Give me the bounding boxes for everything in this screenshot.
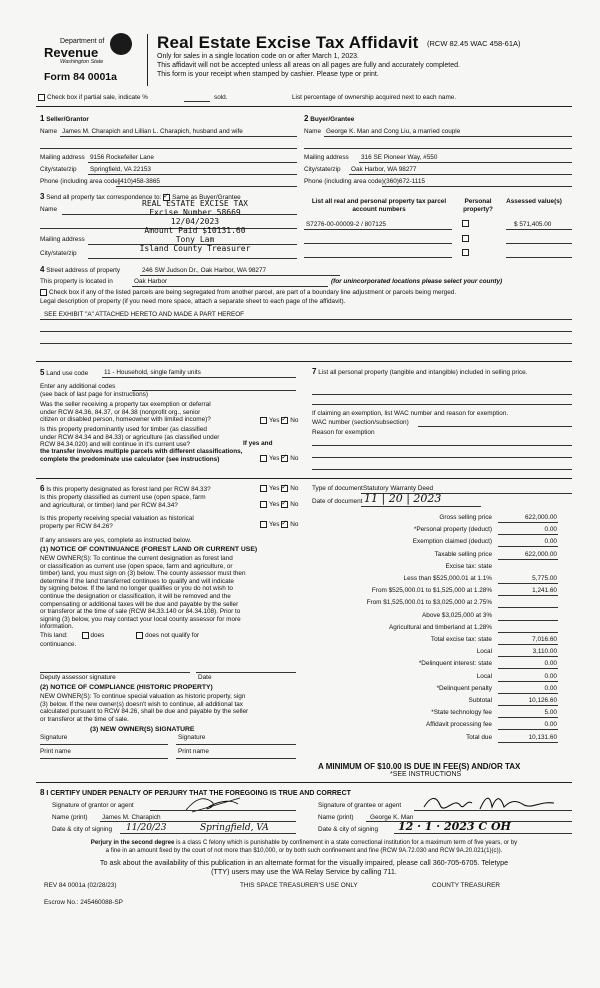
- grantee-signature: [420, 789, 560, 819]
- historic-yes-no: Yes ✓ No: [260, 521, 298, 528]
- reason-line-3: [312, 469, 572, 470]
- parcel-header: List all real and personal property tax parcel account numbers: [311, 198, 447, 213]
- tax-row-value[interactable]: 7,016.60: [532, 636, 557, 643]
- street-address-line: [140, 275, 340, 276]
- wac-line: [418, 426, 572, 427]
- exemption-yes-checkbox[interactable]: [260, 417, 267, 424]
- tax-row-line: [498, 717, 558, 718]
- grantee-date-city-label: Date & city of signing: [318, 826, 379, 833]
- tax-row-value[interactable]: 0.00: [544, 684, 557, 692]
- corr-city-label: City/state/zip: [40, 250, 77, 257]
- grantor-name-line: [100, 821, 296, 822]
- ownership-note: List percentage of ownership acquired next to each name.: [292, 94, 457, 101]
- see-instructions-note: *SEE INSTRUCTIONS: [390, 771, 462, 778]
- tax-row-line: [498, 632, 558, 633]
- tax-row-label: Gross selling price: [439, 514, 492, 521]
- tax-row-label: From $525,000.01 to $1,525,000 at 1.28%: [371, 587, 492, 595]
- dor-logo-icon: [110, 33, 132, 55]
- tax-row-value[interactable]: 5.00: [544, 709, 557, 717]
- partial-sale-checkbox[interactable]: [38, 94, 45, 101]
- reason-line-2: [312, 457, 572, 458]
- tax-correspondence-label: 3 Send all property tax correspondence to: ✓ Same as Buyer/Grantee: [40, 192, 241, 201]
- grantor-date-line: [120, 833, 296, 834]
- exemption-yes-no: Yes ✓ No: [260, 417, 298, 424]
- deputy-signature-label: Deputy assessor signature: [40, 674, 116, 681]
- buyer-city-line: [349, 174, 572, 175]
- tax-row-label: Local: [476, 648, 492, 656]
- grantee-date-line: [394, 833, 572, 834]
- wac-label: WAC number (section/subsection): [312, 419, 409, 426]
- tax-row-line: [498, 534, 558, 535]
- grantor-date[interactable]: 11/20/23: [126, 823, 167, 833]
- seller-mailing[interactable]: 9156 Rockefeller Lane: [90, 154, 154, 161]
- personal-property-checkbox-3[interactable]: [462, 249, 471, 256]
- owner-print-line-1: [40, 758, 168, 759]
- seller-city-line: [88, 174, 297, 175]
- legal-line-2: [40, 331, 572, 332]
- notice-continuance-title: (1) NOTICE OF CONTINUANCE (FOREST LAND OR CURRENT USE): [40, 546, 258, 553]
- tax-row-line: [498, 620, 558, 621]
- notice-continuance-text: NEW OWNER(S): To continue the current designation as forest land or classification as current use (open space, farm and agriculture, or timber) land, you must sign on (3) below. The county assessor must then determine if the land transferred continues to qualify and will indicate by signing below. If the land no longer qualifies or you do not wish to continue the designation or classification, it will be removed and the compensating or additional taxes will be due and payable by the seller or transferor at the time of sale (RCW 84.33.140 or 84.34.108). Prior to signing (3) below, you may contact your local county assessor for more information.: [40, 555, 246, 631]
- seller-name-line-2: [40, 148, 297, 149]
- buyer-name[interactable]: George K. Man and Cong Liu, a married couple: [326, 128, 461, 135]
- notice-compliance-text: NEW OWNER(S): To continue special valuation as historic property, sign (3) below. If the new owner(s) doesn't wish to continue, all additional tax calculated pursuant to RCW 84.26, shall be due and payable by the seller or transferor at the time of sale.: [40, 693, 249, 723]
- owner-print-label-1: Print name: [40, 748, 71, 755]
- timber-yes-no: Yes ✓ No: [260, 455, 298, 462]
- checkmark-icon: ✓: [281, 416, 288, 423]
- grantor-date-city-label: Date & city of signing: [52, 826, 113, 833]
- tax-row-label: Subtotal: [468, 697, 492, 704]
- personal-property-header: Personal property?: [463, 198, 493, 213]
- assessed-line-1: [506, 229, 572, 230]
- forest-question: 6 Is this property designated as forest land per RCW 84.33?: [40, 484, 211, 493]
- does-checkbox[interactable]: [82, 632, 89, 639]
- assessed-line-2: [506, 243, 572, 244]
- checkmark-icon: ✓: [163, 192, 169, 200]
- buyer-mailing-line: [359, 162, 572, 163]
- header-note-3: This form is your receipt when stamped by cashier. Please type or print.: [157, 71, 379, 78]
- personal-line-2: [312, 404, 572, 405]
- seller-mailing-label: Mailing address: [40, 154, 85, 161]
- tax-row-line: [498, 729, 558, 730]
- tax-row-label: Less than $525,000.01 at 1.1%: [403, 575, 492, 582]
- legal-line-3: [40, 343, 572, 344]
- treasurer-use-only: THIS SPACE TREASURER'S USE ONLY: [240, 882, 358, 889]
- sold-label: sold.: [214, 94, 228, 101]
- located-line: [132, 286, 328, 287]
- grantor-signature-line: [150, 810, 296, 811]
- buyer-mailing[interactable]: 316 SE Pioneer Way, #550: [361, 154, 438, 161]
- escrow-number: Escrow No.: 245460088-SP: [44, 899, 123, 906]
- tax-row-label: Agricultural and timberland at 1.28%: [388, 623, 492, 631]
- agency-name: Revenue: [44, 45, 99, 60]
- tax-row-value[interactable]: 10,131.60: [528, 733, 557, 741]
- treasurer-stamp: REAL ESTATE EXCISE TAX Excise Number 58669 12/04/2023 Amount Paid $10131.60 Tony Lam Island County Treasurer: [139, 199, 251, 253]
- historic-yes-checkbox[interactable]: [260, 521, 267, 528]
- seller-phone[interactable]: (410)458-3865: [118, 178, 160, 185]
- tax-row-value[interactable]: 0.00: [544, 721, 557, 729]
- tax-row-value[interactable]: 0.00: [544, 526, 557, 534]
- grantee-date-city[interactable]: 12 · 1 · 2023 C OH: [398, 820, 511, 833]
- partial-sale-label: Check box if partial sale, indicate %: [47, 94, 148, 102]
- historic-question: Is this property receiving special valuation as historical property per RCW 84.26?: [40, 515, 194, 530]
- tax-row-label: Total due: [466, 733, 492, 741]
- tax-row-label: Excise tax: state: [445, 562, 492, 570]
- segregated-checkbox[interactable]: [40, 289, 47, 296]
- tax-row-line: [498, 693, 558, 694]
- seller-phone-line: [116, 186, 297, 187]
- county-treasurer: COUNTY TREASURER: [432, 882, 500, 889]
- tax-row-label: Local: [476, 672, 492, 680]
- alternate-format-note: To ask about the availability of this publication in an alternate format for the visually impaired, please call 360-705-6705. Teletype (TTY) users may use the WA Relay Service by calling 711.: [99, 858, 509, 876]
- exemption-question: Was the seller receiving a property tax exemption or deferral under RCW 84.36, 84.37, or 84.38 (nonprofit org., senior citizen or disabled person, homeowner with limited income)?: [40, 401, 211, 423]
- state-label: Washington State: [60, 59, 104, 65]
- tax-row-label: Taxable selling price: [434, 550, 492, 558]
- tax-row-label: *Personal property (deduct): [413, 526, 492, 534]
- tax-row-value[interactable]: 1,241.60: [532, 587, 557, 595]
- current-use-yes-checkbox[interactable]: [260, 501, 267, 508]
- divider: [36, 106, 572, 107]
- continuance-label: continuance.: [40, 641, 77, 648]
- tax-row-line: [498, 644, 558, 645]
- parcel-line-2: [304, 243, 452, 244]
- unincorporated-note: (for unincorporated locations please select your county): [331, 278, 503, 285]
- forest-yes-no: Yes ✓ No: [260, 485, 298, 492]
- legal-description-label: Legal description of property (if you need more space, attach a separate sheet to each page of the affidavit).: [40, 298, 346, 305]
- legal-line-1: [40, 319, 572, 320]
- grantor-signature: [182, 794, 242, 816]
- header-note-1: Only for sales in a single location code on or after March 1, 2023.: [157, 53, 359, 60]
- form-title: Real Estate Excise Tax Affidavit: [157, 33, 419, 52]
- tax-row-line: [498, 607, 558, 608]
- street-address[interactable]: 246 SW Judson Dr., Oak Harbor, WA 98277: [142, 267, 267, 274]
- tax-row-label: *Delinquent penalty: [436, 684, 492, 692]
- timber-yes-checkbox[interactable]: [260, 455, 267, 462]
- tax-row-line: [498, 681, 558, 682]
- minimum-fee-note: A MINIMUM OF $10.00 IS DUE IN FEE(S) AND/OR TAX: [318, 762, 521, 771]
- owner-print-line-2: [176, 758, 296, 759]
- tax-row-label: Exemption claimed (deduct): [412, 538, 492, 546]
- tax-row-line: [498, 559, 558, 560]
- current-use-yes-no: Yes ✓ No: [260, 501, 298, 508]
- additional-codes-line: [132, 390, 296, 391]
- tax-row-label: From $1,525,000.01 to $3,025,000 at 2.75%: [366, 599, 492, 607]
- checkmark-icon: ✓: [281, 500, 288, 507]
- buyer-city-label: City/state/zip: [304, 166, 341, 173]
- this-land-row: This land: does does not qualify for: [40, 632, 200, 640]
- owner-signature-line-1: [40, 744, 168, 745]
- tax-row-value[interactable]: 0.00: [544, 660, 557, 668]
- tax-row-line: [498, 583, 558, 584]
- buyer-heading: 2 Buyer/Grantee: [304, 114, 355, 123]
- grantor-name[interactable]: James M. Charapich: [102, 814, 161, 821]
- buyer-phone-line: [382, 186, 572, 187]
- timber-question-bold: If yes and the transfer involves multiple parcels with different classifications, complete the predominate use calculator (see instructions): [40, 440, 273, 463]
- divider: [36, 478, 572, 479]
- grantee-signature-line: [414, 810, 572, 811]
- deputy-date-line: [196, 672, 296, 673]
- seller-city-label: City/state/zip: [40, 166, 77, 173]
- reason-line-1: [312, 445, 572, 446]
- tax-row-line: [498, 742, 558, 743]
- located-label: This property is located in: [40, 278, 113, 285]
- legal-description[interactable]: SEE EXHIBIT "A" ATTACHED HERETO AND MADE A PART HEREOF: [44, 311, 245, 318]
- if-yes-note: If any answers are yes, complete as instructed below.: [40, 537, 192, 544]
- grantee-signature-label: Signature of grantee or agent: [318, 802, 402, 809]
- reason-label: Reason for exemption: [312, 429, 375, 436]
- notice-compliance-title: (2) NOTICE OF COMPLIANCE (HISTORIC PROPERTY): [40, 684, 213, 691]
- tax-row-label: Total excise tax: state: [430, 636, 492, 643]
- exemption-claim-label: If claiming an exemption, list WAC number and reason for exemption.: [312, 410, 509, 417]
- corr-city-line: [88, 258, 297, 259]
- grantor-city[interactable]: Springfield, VA: [200, 823, 269, 833]
- assessed-value[interactable]: $ 571,405.00: [514, 221, 552, 228]
- tax-row-line: [498, 668, 558, 669]
- grantee-name-label: Name (print): [318, 814, 354, 821]
- owner-signature-label-2: Signature: [178, 734, 206, 741]
- tax-row-line: [498, 705, 558, 706]
- doc-type[interactable]: Statutory Warranty Deed: [363, 485, 434, 492]
- parcel-line-3: [304, 257, 452, 258]
- land-use-label: 5 Land use code: [40, 368, 89, 377]
- tax-row-label: *Delinquent interest: state: [418, 660, 492, 668]
- forest-yes-checkbox[interactable]: [260, 485, 267, 492]
- corr-mailing-label: Mailing address: [40, 236, 85, 243]
- doc-date-line: [361, 506, 481, 507]
- located-value[interactable]: Oak Harbor: [134, 278, 168, 285]
- land-use-line: [102, 377, 296, 378]
- buyer-mailing-label: Mailing address: [304, 154, 349, 161]
- grantor-signature-label: Signature of grantor or agent: [52, 802, 134, 809]
- tax-row-label: *State technology fee: [431, 709, 492, 717]
- tax-row-label: Affidavit processing fee: [426, 721, 492, 729]
- deputy-signature-line: [40, 672, 190, 673]
- certify-statement: 8 I CERTIFY UNDER PENALTY OF PERJURY THAT THE FOREGOING IS TRUE AND CORRECT: [40, 788, 351, 797]
- grantor-name-label: Name (print): [52, 814, 88, 821]
- tax-row-value[interactable]: 10,126.60: [528, 697, 557, 704]
- rcw-reference: (RCW 82.45 WAC 458-61A): [427, 39, 521, 48]
- tax-row-value[interactable]: 622,000.00: [525, 514, 557, 521]
- seller-name-label: Name: [40, 128, 58, 135]
- personal-property-checkbox-1[interactable]: [462, 220, 471, 227]
- form-number: Form 84 0001a: [44, 71, 117, 83]
- assessed-value-header: Assessed value(s): [506, 198, 562, 205]
- tax-row-value[interactable]: 622,000.00: [525, 550, 557, 558]
- revision-number: REV 84 0001a (02/28/23): [44, 882, 117, 889]
- seller-phone-label: Phone (including area code): [40, 178, 120, 185]
- personal-property-label: 7 List all personal property (tangible and intangible) included in selling price.: [312, 367, 528, 376]
- seller-heading: 1 Seller/Grantor: [40, 114, 89, 123]
- doc-date[interactable]: 11 | 20 | 2023: [364, 492, 442, 505]
- tax-row-line: [498, 656, 558, 657]
- doc-date-label: Date of document: [312, 498, 363, 505]
- buyer-phone-label: Phone (including area code): [304, 178, 384, 185]
- owner-signature-label-1: Signature: [40, 734, 68, 741]
- tax-row-value[interactable]: 3,110.00: [532, 648, 557, 656]
- owner-signature-line-2: [176, 744, 296, 745]
- buyer-name-line: [324, 136, 572, 137]
- tax-row-label: Above $3,025,000 at 3%: [422, 611, 492, 619]
- divider: [36, 782, 572, 783]
- partial-pct-line: [184, 101, 210, 102]
- tax-row-value[interactable]: 0.00: [544, 672, 557, 680]
- street-address-label: 4 Street address of property: [40, 265, 121, 274]
- checkmark-icon: ✓: [281, 520, 288, 527]
- grantee-name[interactable]: George K. Man: [370, 814, 414, 821]
- partial-sale-row: [38, 94, 148, 101]
- perjury-notice: Perjury in the second degree is a class C felony which is punishable by confinement in a state correctional institution for a maximum term of five years, or by a fine in an amount fixed by the court of not more than $10,000, or by both such confinement and fine (RCW 9A.72.030 and RCW 9A.20.021(1)(c)).: [90, 839, 518, 854]
- seller-mailing-line: [88, 162, 297, 163]
- does-not-checkbox[interactable]: [136, 632, 143, 639]
- land-use-code[interactable]: 11 - Household, single family units: [104, 369, 201, 376]
- buyer-city[interactable]: Oak Harbor, WA 98277: [351, 166, 417, 173]
- personal-property-checkbox-2[interactable]: [462, 235, 471, 242]
- checkmark-icon: ✓: [281, 454, 288, 461]
- owner-print-label-2: Print name: [178, 748, 209, 755]
- tax-row-line: [498, 546, 558, 547]
- header-note-2: This affidavit will not be accepted unless all areas on all pages are fully and accurately completed.: [157, 62, 460, 69]
- buyer-name-line-2: [304, 148, 572, 149]
- checkmark-icon: ✓: [281, 484, 288, 491]
- parcel-line-1: [304, 229, 452, 230]
- header-divider: [147, 34, 148, 86]
- deputy-date-label: Date: [198, 674, 212, 681]
- current-use-question: Is this property classified as current use (open space, farm and agricultural, or timber) land per RCW 84.34?: [40, 494, 206, 509]
- doc-type-label: Type of document: [312, 485, 363, 492]
- seller-city[interactable]: Springfield, VA 22153: [90, 166, 151, 173]
- buyer-phone[interactable]: (360)672-1115: [384, 178, 425, 185]
- timber-question: Is this property predominantly used for timber (as classified under RCW 84.34 and 84.33) or agriculture (as classified under RCW 84.34.020) and will continue in it's current use?: [40, 426, 220, 448]
- segregated-row: Check box if any of the listed parcels are being segregated from another parcel, are part of a boundary line adjustment or parcels being merged.: [40, 289, 456, 296]
- divider: [36, 361, 572, 362]
- new-owner-signature-title: (3) NEW OWNER(S) SIGNATURE: [90, 726, 195, 733]
- assessed-line-3: [506, 257, 572, 258]
- see-back-note: (see back of last page for instructions): [40, 391, 148, 398]
- tax-row-line: [498, 595, 558, 596]
- buyer-name-label: Name: [304, 128, 322, 135]
- parcel-number[interactable]: S7276-00-00009-2 / 807125: [306, 221, 386, 228]
- tax-row-value[interactable]: 5,775.00: [532, 575, 557, 582]
- personal-line-1: [312, 394, 572, 395]
- corr-name-label: Name: [40, 206, 58, 213]
- tax-row-line: [498, 522, 558, 523]
- additional-codes-label: Enter any additional codes: [40, 383, 116, 390]
- seller-name-line: [60, 136, 297, 137]
- dept-label: Department of: [60, 38, 105, 45]
- tax-row-value[interactable]: 0.00: [544, 538, 557, 546]
- seller-name[interactable]: James M. Charapich and Lillian L. Charapich, husband and wife: [62, 128, 243, 135]
